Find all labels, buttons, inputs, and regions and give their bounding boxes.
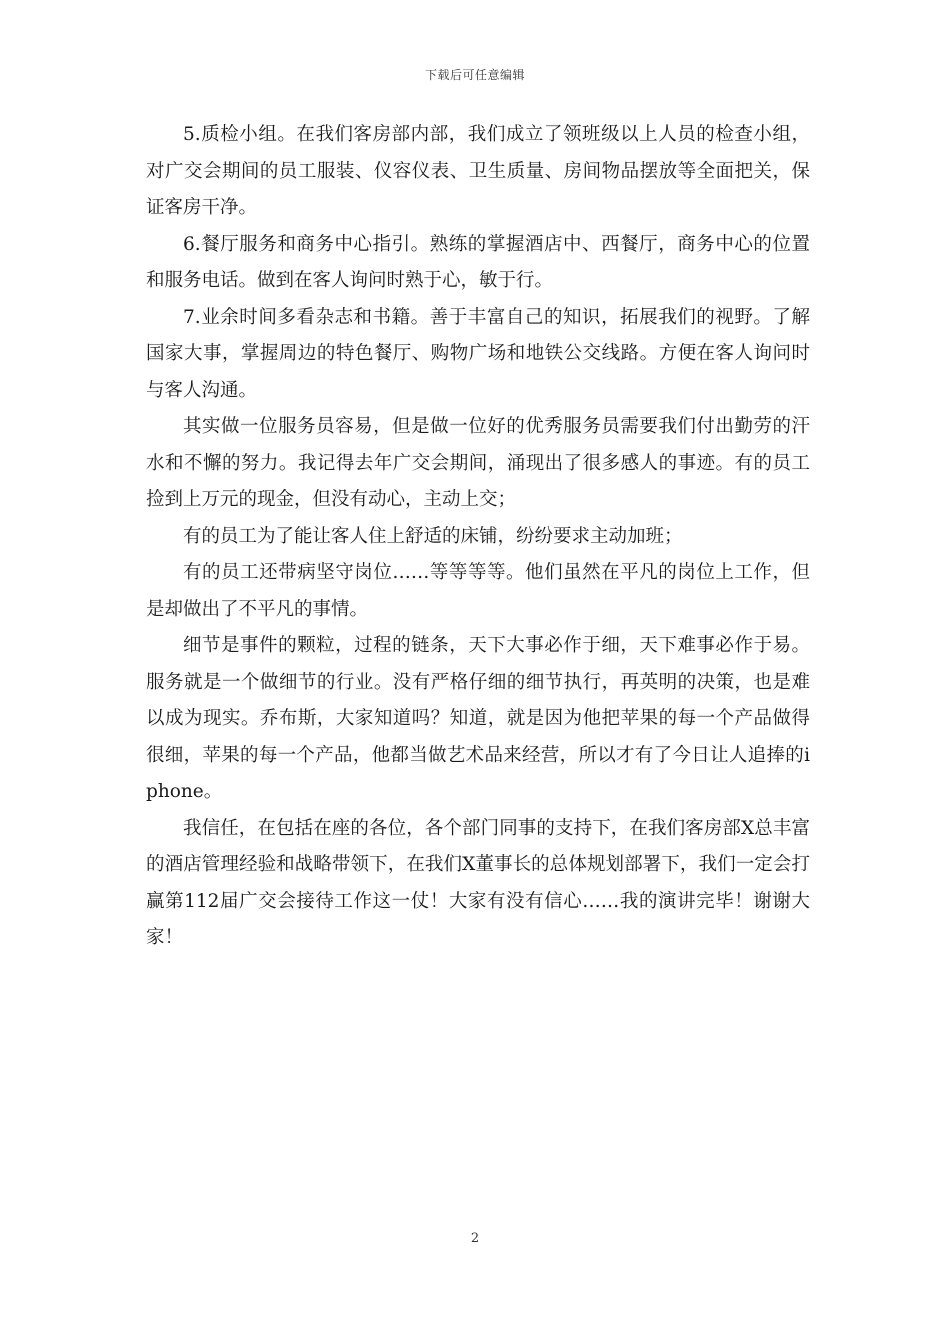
page-number: 2: [470, 1231, 480, 1246]
paragraph-closing: 我信任，在包括在座的各位，各个部门同事的支持下，在我们客房部X总丰富的酒店管理经验和战略带领下，在我们X董事长的总体规划部署下，我们一定会打赢第112届广交会接待工作这一仗！大家有没有信心……我的演讲完毕！谢谢大家！: [146, 817, 810, 948]
paragraph-quality-inspection: 5.质检小组。在我们客房部内部，我们成立了领班级以上人员的检查小组，对广交会期间的员工服装、仪容仪表、卫生质量、房间物品摆放等全面把关，保证客房干净。: [146, 124, 810, 218]
paragraph-spare-time-reading: 7.业余时间多看杂志和书籍。善于丰富自己的知识，拓展我们的视野。了解国家大事，掌握周边的特色餐厅、购物广场和地铁公交线路。方便在客人询问时与客人沟通。: [146, 306, 810, 401]
body-text: [146, 117, 810, 957]
paragraph-good-waiter: 其实做一位服务员容易，但是做一位好的优秀服务员需要我们付出勤劳的汗水和不懈的努力。我记得去年广交会期间，涌现出了很多感人的事迹。有的员工捡到上万元的现金，但没有动心，主动上交；: [146, 416, 810, 510]
paragraph-details: 细节是事件的颗粒，过程的链条，天下大事必作于细，天下难事必作于易。服务就是一个做细节的行业。没有严格仔细的细节执行，再英明的决策，也是难以成为现实。乔布斯，大家知道吗？知道，就是因为他把苹果的每一个产品做得很细，苹果的每一个产品，他都当做艺术品来经营，所以才有了今日让人追捧的iphone。: [146, 635, 810, 802]
paragraph-sick-duty: 有的员工还带病坚守岗位……等等等等。他们虽然在平凡的岗位上工作，但是却做出了不平凡的事情。: [146, 562, 810, 620]
page-header: 下载后可任意编辑: [424, 68, 525, 82]
paragraph-overtime: 有的员工为了能让客人住上舒适的床铺，纷纷要求主动加班；: [183, 525, 683, 547]
paragraph-restaurant-guide: 6.餐厅服务和商务中心指引。熟练的掌握酒店中、西餐厅，商务中心的位置和服务电话。做到在客人询问时熟于心，敏于行。: [146, 233, 810, 291]
